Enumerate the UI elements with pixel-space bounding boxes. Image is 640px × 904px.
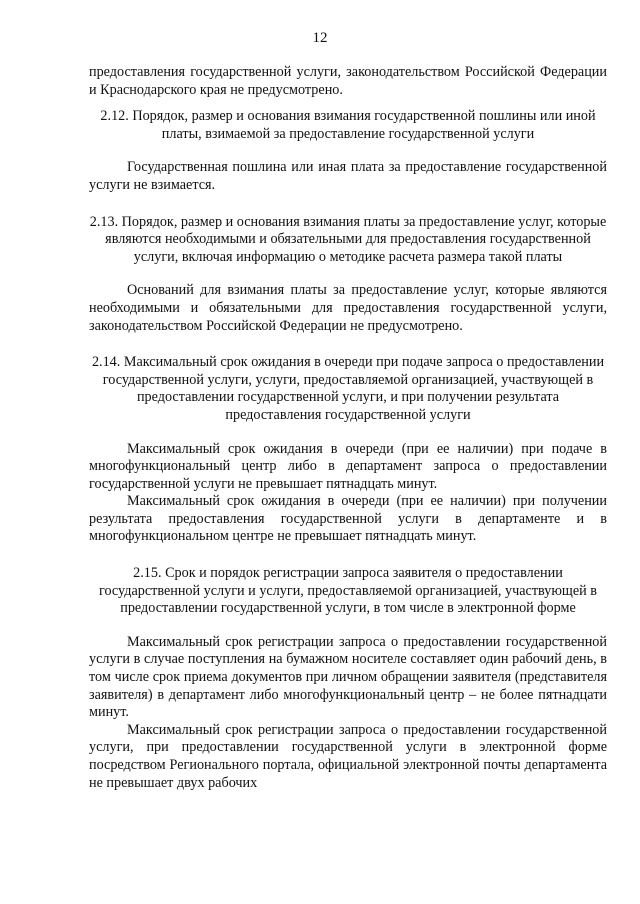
section-heading-2-12: 2.12. Порядок, размер и основания взимания государственной пошлины или иной платы, взимаемой за предоставление государственной услуги [100,108,596,142]
section-2-14-paragraph-1: Максимальный срок ожидания в очереди (при ее наличии) при подаче в многофункциональный центр либо в департамент запроса о предоставлении государственной услуги не превышает пятнадцать минут. [89,440,607,492]
section-2-15-paragraph-2: Максимальный срок регистрации запроса о предоставлении государственной услуги, при предоставлении государственной услуги в электронной форме посредством Регионального портала, официальной электронной почты департамента не превышает двух рабочих [89,721,607,791]
section-2-13-paragraph-1: Оснований для взимания платы за предоставление услуг, которые являются необходимыми и обязательными для предоставления государственной услуги, законодательством Российской Федерации не предусмотрено. [89,282,607,334]
section-2-12-paragraph-1: Государственная пошлина или иная плата за предоставление государственной услуги не взимается. [89,159,607,193]
section-heading-2-14: 2.14. Максимальный срок ожидания в очереди при подаче запроса о предоставлении государственной услуги, услуги, предоставляемой организацией, участвующей в предоставлении государственной услуги, и при получении результата предоставления государственной услуги [91,354,605,423]
section-heading-2-15: 2.15. Срок и порядок регистрации запроса заявителя о предоставлении государственной услуги и услуги, предоставляемой организацией, участвующей в предоставлении государственной услуги, в том числе в электронной форме [99,565,597,617]
document-body [89,64,607,792]
section-2-15-paragraph-1: Максимальный срок регистрации запроса о предоставлении государственной услуги в случае поступления на бумажном носителе составляет один рабочий день, в том числе срок приема документов при личном обращении заявителя (представителя заявителя) в департамент либо многофункциональный центр – не более пятнадцати минут. [89,633,607,721]
intro-paragraph: предоставления государственной услуги, законодательством Российской Федерации и Краснодарского края не предусмотрено. [89,64,607,98]
page-number: 12 [312,30,328,46]
section-2-14-paragraph-2: Максимальный срок ожидания в очереди (при ее наличии) при получении результата предоставления государственной услуги в департаменте и в многофункциональном центре не превышает пятнадцать минут. [89,493,607,545]
section-heading-2-13: 2.13. Порядок, размер и основания взимания платы за предоставление услуг, которые являются необходимыми и обязательными для предоставления государственной услуги, включая информацию о методике расчета размера такой платы [89,213,607,265]
